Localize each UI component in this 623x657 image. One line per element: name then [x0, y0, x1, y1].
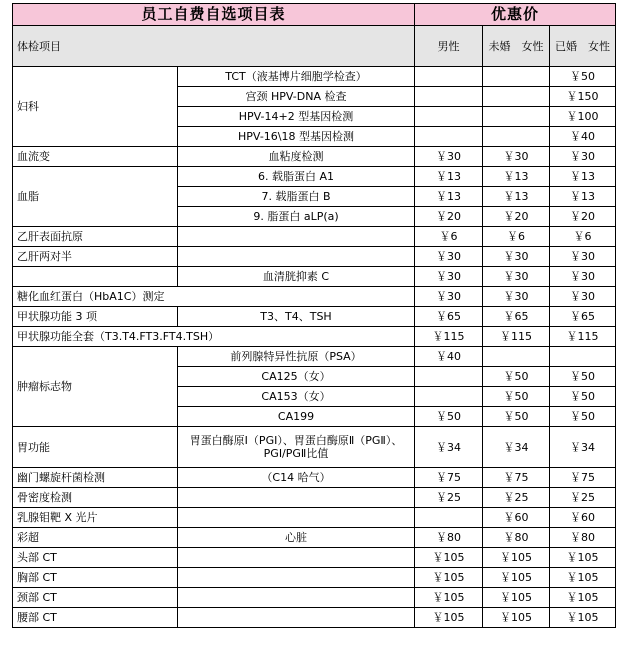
unmarried-price: ￥50: [483, 367, 550, 387]
category-cell: 糖化血红蛋白（HbA1C）测定: [13, 287, 415, 307]
category-cell: 血脂: [13, 167, 178, 227]
married-price: ￥100: [550, 107, 616, 127]
header-row: [13, 26, 616, 67]
header-item: 体检项目: [13, 26, 415, 67]
table-row: [13, 608, 616, 628]
unmarried-price: ￥20: [483, 207, 550, 227]
table-row: [13, 267, 616, 287]
male-price: [415, 127, 483, 147]
unmarried-price: ￥105: [483, 588, 550, 608]
married-price: ￥105: [550, 548, 616, 568]
married-price: ￥30: [550, 267, 616, 287]
male-price: ￥80: [415, 528, 483, 548]
married-price: ￥105: [550, 588, 616, 608]
category-cell: 乙肝表面抗原: [13, 227, 178, 247]
unmarried-price: ￥30: [483, 247, 550, 267]
married-price: ￥40: [550, 127, 616, 147]
price-table-container: [12, 3, 616, 628]
item-cell: 胃蛋白酶原Ⅰ（PGⅠ）、胃蛋白酶原Ⅱ（PGⅡ）、PGⅠ/PGⅡ比值: [178, 427, 415, 468]
male-price: ￥13: [415, 167, 483, 187]
category-cell: 胸部 CT: [13, 568, 178, 588]
item-cell: [178, 548, 415, 568]
unmarried-price: ￥6: [483, 227, 550, 247]
unmarried-price: [483, 127, 550, 147]
item-cell: 心脏: [178, 528, 415, 548]
item-cell: [178, 247, 415, 267]
item-cell: [178, 608, 415, 628]
unmarried-price: ￥30: [483, 267, 550, 287]
male-price: [415, 508, 483, 528]
married-price: ￥150: [550, 87, 616, 107]
unmarried-price: ￥80: [483, 528, 550, 548]
item-cell: 6. 载脂蛋白 A1: [178, 167, 415, 187]
item-cell: 宫颈 HPV-DNA 检查: [178, 87, 415, 107]
category-cell: 腰部 CT: [13, 608, 178, 628]
table-row: [13, 568, 616, 588]
unmarried-price: ￥50: [483, 387, 550, 407]
table-row: [13, 247, 616, 267]
table-row: [13, 548, 616, 568]
table-row: [13, 427, 616, 468]
table-row: [13, 67, 616, 87]
item-cell: [178, 568, 415, 588]
married-price: ￥20: [550, 207, 616, 227]
unmarried-price: ￥25: [483, 488, 550, 508]
category-cell: 颈部 CT: [13, 588, 178, 608]
male-price: ￥6: [415, 227, 483, 247]
unmarried-price: ￥34: [483, 427, 550, 468]
unmarried-price: ￥105: [483, 568, 550, 588]
item-cell: CA153（女）: [178, 387, 415, 407]
married-price: ￥105: [550, 608, 616, 628]
discount-price-title: 优惠价: [415, 4, 616, 26]
married-price: ￥30: [550, 147, 616, 167]
category-cell: 彩超: [13, 528, 178, 548]
table-row: [13, 528, 616, 548]
male-price: ￥40: [415, 347, 483, 367]
male-price: ￥105: [415, 548, 483, 568]
item-cell: [178, 508, 415, 528]
item-cell: [178, 227, 415, 247]
unmarried-price: ￥30: [483, 287, 550, 307]
male-price: ￥105: [415, 568, 483, 588]
category-cell: [13, 267, 178, 287]
item-cell: 7. 载脂蛋白 B: [178, 187, 415, 207]
table-row: [13, 287, 616, 307]
male-price: ￥30: [415, 267, 483, 287]
item-cell: [178, 588, 415, 608]
table-row: [13, 147, 616, 167]
unmarried-price: [483, 87, 550, 107]
unmarried-price: ￥115: [483, 327, 550, 347]
married-price: ￥50: [550, 407, 616, 427]
table-title: 员工自费自选项目表: [13, 4, 415, 26]
married-price: ￥50: [550, 67, 616, 87]
married-price: ￥30: [550, 247, 616, 267]
male-price: ￥105: [415, 588, 483, 608]
male-price: ￥34: [415, 427, 483, 468]
male-price: [415, 87, 483, 107]
category-cell: 甲状腺功能全套（T3.T4.FT3.FT4.TSH）: [13, 327, 415, 347]
unmarried-price: ￥105: [483, 548, 550, 568]
male-price: ￥20: [415, 207, 483, 227]
married-price: ￥13: [550, 167, 616, 187]
category-cell: 血流变: [13, 147, 178, 167]
male-price: [415, 367, 483, 387]
male-price: ￥13: [415, 187, 483, 207]
unmarried-price: ￥65: [483, 307, 550, 327]
table-row: [13, 167, 616, 187]
unmarried-price: ￥75: [483, 468, 550, 488]
married-price: ￥50: [550, 367, 616, 387]
category-cell: 妇科: [13, 67, 178, 147]
header-unmarried-female: 未婚 女性: [483, 26, 550, 67]
item-cell: [178, 488, 415, 508]
married-price: ￥60: [550, 508, 616, 528]
unmarried-price: ￥30: [483, 147, 550, 167]
married-price: ￥34: [550, 427, 616, 468]
item-cell: CA125（女）: [178, 367, 415, 387]
male-price: ￥30: [415, 247, 483, 267]
table-row: [13, 508, 616, 528]
married-price: ￥80: [550, 528, 616, 548]
married-price: ￥30: [550, 287, 616, 307]
item-cell: TCT（液基博片细胞学检查）: [178, 67, 415, 87]
unmarried-price: ￥105: [483, 608, 550, 628]
table-row: [13, 327, 616, 347]
male-price: [415, 387, 483, 407]
married-price: ￥25: [550, 488, 616, 508]
male-price: ￥115: [415, 327, 483, 347]
item-cell: 前列腺特异性抗原（PSA）: [178, 347, 415, 367]
price-table: [12, 3, 616, 628]
married-price: ￥13: [550, 187, 616, 207]
male-price: [415, 67, 483, 87]
category-cell: 幽门螺旋杆菌检测: [13, 468, 178, 488]
category-cell: 乳腺钼靶 X 光片: [13, 508, 178, 528]
table-row: [13, 488, 616, 508]
unmarried-price: [483, 347, 550, 367]
item-cell: （C14 哈气）: [178, 468, 415, 488]
married-price: [550, 347, 616, 367]
category-cell: 胃功能: [13, 427, 178, 468]
title-row: [13, 4, 616, 26]
item-cell: HPV-14+2 型基因检测: [178, 107, 415, 127]
header-married-female: 已婚 女性: [550, 26, 616, 67]
married-price: ￥105: [550, 568, 616, 588]
category-cell: 甲状腺功能 3 项: [13, 307, 178, 327]
category-cell: 肿瘤标志物: [13, 347, 178, 427]
male-price: ￥65: [415, 307, 483, 327]
table-row: [13, 227, 616, 247]
married-price: ￥50: [550, 387, 616, 407]
male-price: ￥50: [415, 407, 483, 427]
item-cell: CA199: [178, 407, 415, 427]
male-price: ￥75: [415, 468, 483, 488]
category-cell: 头部 CT: [13, 548, 178, 568]
category-cell: 骨密度检测: [13, 488, 178, 508]
male-price: ￥30: [415, 147, 483, 167]
table-row: [13, 307, 616, 327]
unmarried-price: ￥13: [483, 167, 550, 187]
table-row: [13, 347, 616, 367]
item-cell: 血清胱抑素 C: [178, 267, 415, 287]
male-price: [415, 107, 483, 127]
male-price: ￥105: [415, 608, 483, 628]
married-price: ￥75: [550, 468, 616, 488]
unmarried-price: ￥60: [483, 508, 550, 528]
married-price: ￥6: [550, 227, 616, 247]
unmarried-price: ￥13: [483, 187, 550, 207]
male-price: ￥30: [415, 287, 483, 307]
item-cell: 9. 脂蛋白 aLP(a): [178, 207, 415, 227]
unmarried-price: [483, 107, 550, 127]
table-row: [13, 588, 616, 608]
item-cell: 血粘度检测: [178, 147, 415, 167]
item-cell: T3、T4、TSH: [178, 307, 415, 327]
unmarried-price: ￥50: [483, 407, 550, 427]
item-cell: HPV-16\18 型基因检测: [178, 127, 415, 147]
married-price: ￥115: [550, 327, 616, 347]
unmarried-price: [483, 67, 550, 87]
category-cell: 乙肝两对半: [13, 247, 178, 267]
married-price: ￥65: [550, 307, 616, 327]
table-row: [13, 468, 616, 488]
male-price: ￥25: [415, 488, 483, 508]
header-male: 男性: [415, 26, 483, 67]
